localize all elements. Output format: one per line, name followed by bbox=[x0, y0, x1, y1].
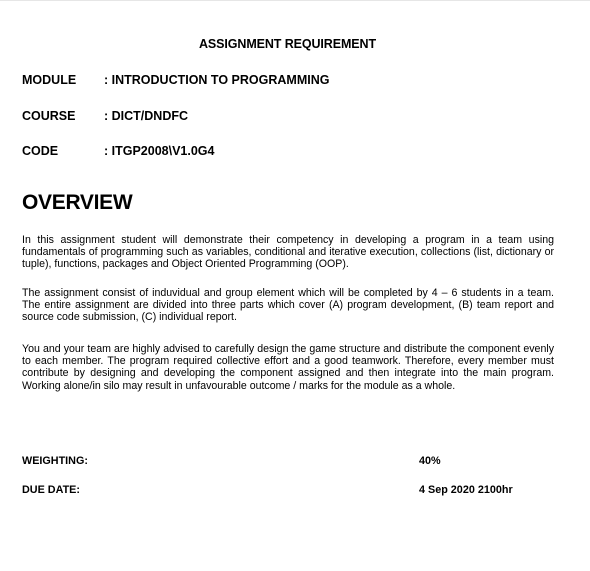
meta-value-course: : DICT/DNDFC bbox=[104, 109, 189, 123]
due-date-label: DUE DATE: bbox=[22, 484, 80, 496]
top-divider bbox=[0, 0, 590, 1]
due-date-value: 4 Sep 2020 2100hr bbox=[419, 484, 513, 496]
meta-key-code: CODE bbox=[22, 144, 59, 158]
overview-paragraph-1: In this assignment student will demonstrate their competency in developing a program in a team using fundamentals of programming such as variables, conditional and iterative execution, collections (list, dictionary or tuple), functions, packages and Object Oriented Programming (OOP). bbox=[22, 234, 554, 271]
meta-value-module: : INTRODUCTION TO PROGRAMMING bbox=[104, 73, 330, 87]
meta-value-code: : ITGP2008\V1.0G4 bbox=[104, 144, 215, 158]
overview-heading: OVERVIEW bbox=[22, 191, 133, 214]
meta-key-module: MODULE bbox=[22, 73, 77, 87]
overview-paragraph-3: You and your team are highly advised to carefully design the game structure and distribute the component evenly to each member. The program required collective effort and a good teamwork. Therefore, every member must contribute by designing and developing the component assigned and then integrate into the main program. Working alone/in silo may result in unfavourable outcome / marks for the module as a whole. bbox=[22, 343, 554, 392]
overview-paragraph-2: The assignment consist of induvidual and group element which will be completed by 4 – 6 students in a team. The entire assignment are divided into three parts which cover (A) program development, (B) team report and source code submission, (C) individual report. bbox=[22, 287, 554, 324]
meta-key-course: COURSE bbox=[22, 109, 76, 123]
weighting-value: 40% bbox=[419, 455, 441, 467]
weighting-label: WEIGHTING: bbox=[22, 455, 88, 467]
document-title: ASSIGNMENT REQUIREMENT bbox=[199, 37, 376, 51]
